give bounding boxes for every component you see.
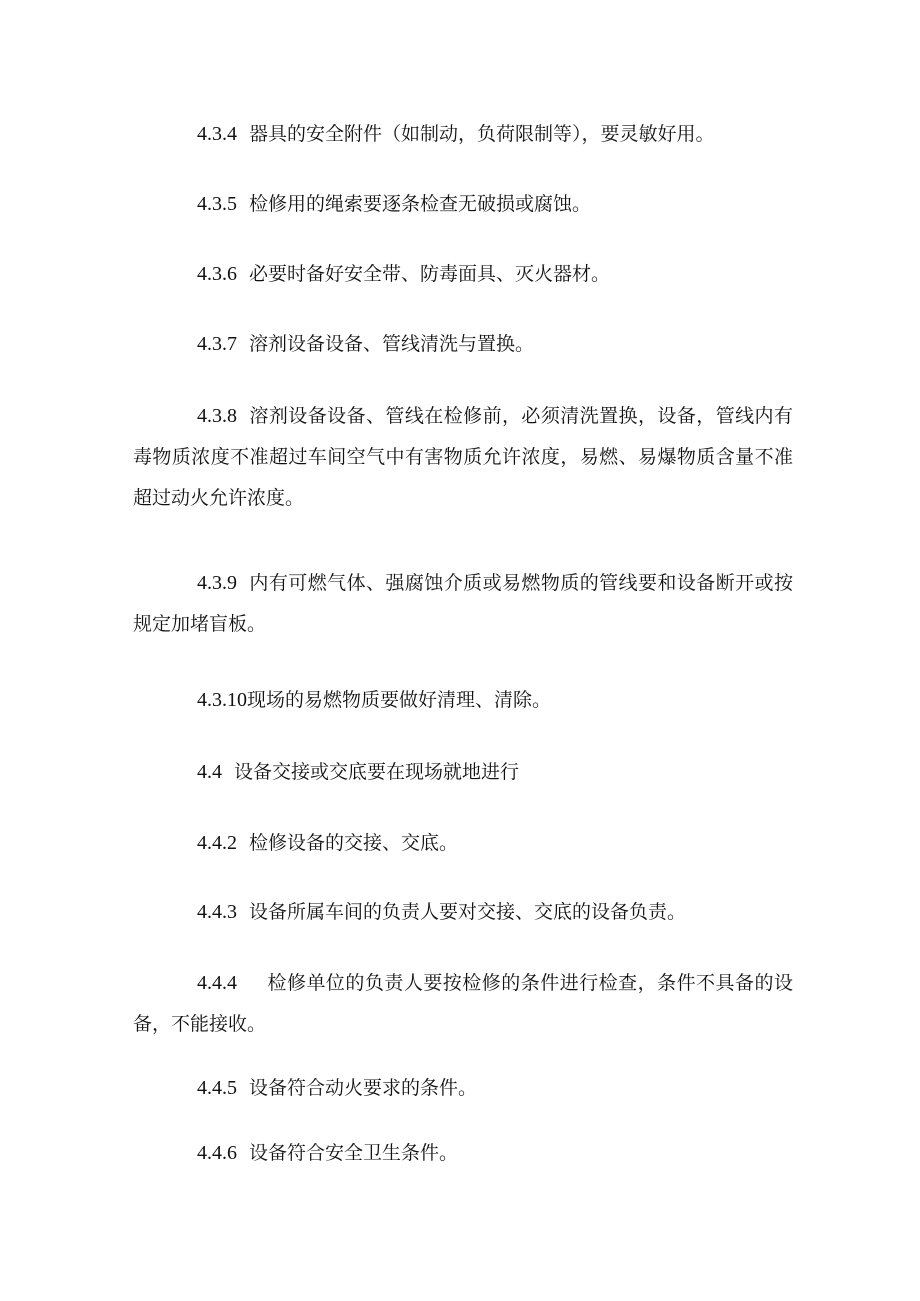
clause-number: 4.4.5	[197, 1077, 237, 1099]
clause-4-3-5	[133, 184, 793, 225]
clause-4-4-2	[133, 823, 793, 864]
clause-text: 现场的易燃物质要做好清理、清除。	[247, 689, 552, 711]
clause-number: 4.3.8	[197, 405, 237, 427]
clause-4-3-9	[133, 563, 793, 645]
clause-text: 器具的安全附件（如制动，负荷限制等），要灵敏好用。	[249, 123, 715, 145]
clause-4-4-3	[133, 892, 793, 933]
clause-4-4-6	[133, 1133, 793, 1174]
clause-text: 设备交接或交底要在现场就地进行	[234, 761, 520, 783]
clause-number: 4.3.5	[197, 193, 237, 215]
clause-text: 内有可燃气体、强腐蚀介质或易燃物质的管线要和设备断开或按规定加堵盲板。	[133, 572, 793, 635]
clause-number: 4.4.2	[197, 832, 237, 854]
clause-number: 4.3.7	[197, 333, 237, 355]
clause-number: 4.3.4	[197, 123, 237, 145]
clause-4-3-10	[133, 680, 793, 721]
clause-number: 4.3.10	[197, 689, 247, 711]
clause-number: 4.4.4	[197, 972, 237, 994]
clause-text: 检修设备的交接、交底。	[249, 832, 459, 854]
clause-text: 设备符合安全卫生条件。	[249, 1142, 459, 1164]
clause-number: 4.4.3	[197, 901, 237, 923]
clause-number: 4.4	[197, 761, 222, 783]
clause-number: 4.3.6	[197, 263, 237, 285]
clause-text: 设备符合动火要求的条件。	[249, 1077, 478, 1099]
clause-4-3-7	[133, 324, 793, 365]
clause-text: 检修用的绳索要逐条检查无破损或腐蚀。	[249, 193, 592, 215]
clause-text: 设备所属车间的负责人要对交接、交底的设备负责。	[249, 901, 687, 923]
clause-number: 4.4.6	[197, 1142, 237, 1164]
clause-4-4	[133, 752, 793, 793]
clause-4-4-4	[133, 963, 793, 1045]
clause-4-4-5	[133, 1068, 793, 1109]
clause-4-3-8	[133, 396, 793, 519]
clause-number: 4.3.9	[197, 572, 237, 594]
clause-text: 溶剂设备设备、管线清洗与置换。	[249, 333, 535, 355]
clause-4-3-6	[133, 254, 793, 295]
clause-text: 必要时备好安全带、防毒面具、灭火器材。	[249, 263, 611, 285]
clause-text: 检修单位的负责人要按检修的条件进行检查，条件不具备的设备，不能接收。	[133, 972, 793, 1035]
clause-text: 溶剂设备设备、管线在检修前，必须清洗置换，设备，管线内有毒物质浓度不准超过车间空气中有害物质允许浓度，易燃、易爆物质含量不准超过动火允许浓度。	[133, 405, 793, 509]
clause-4-3-4	[133, 114, 793, 155]
